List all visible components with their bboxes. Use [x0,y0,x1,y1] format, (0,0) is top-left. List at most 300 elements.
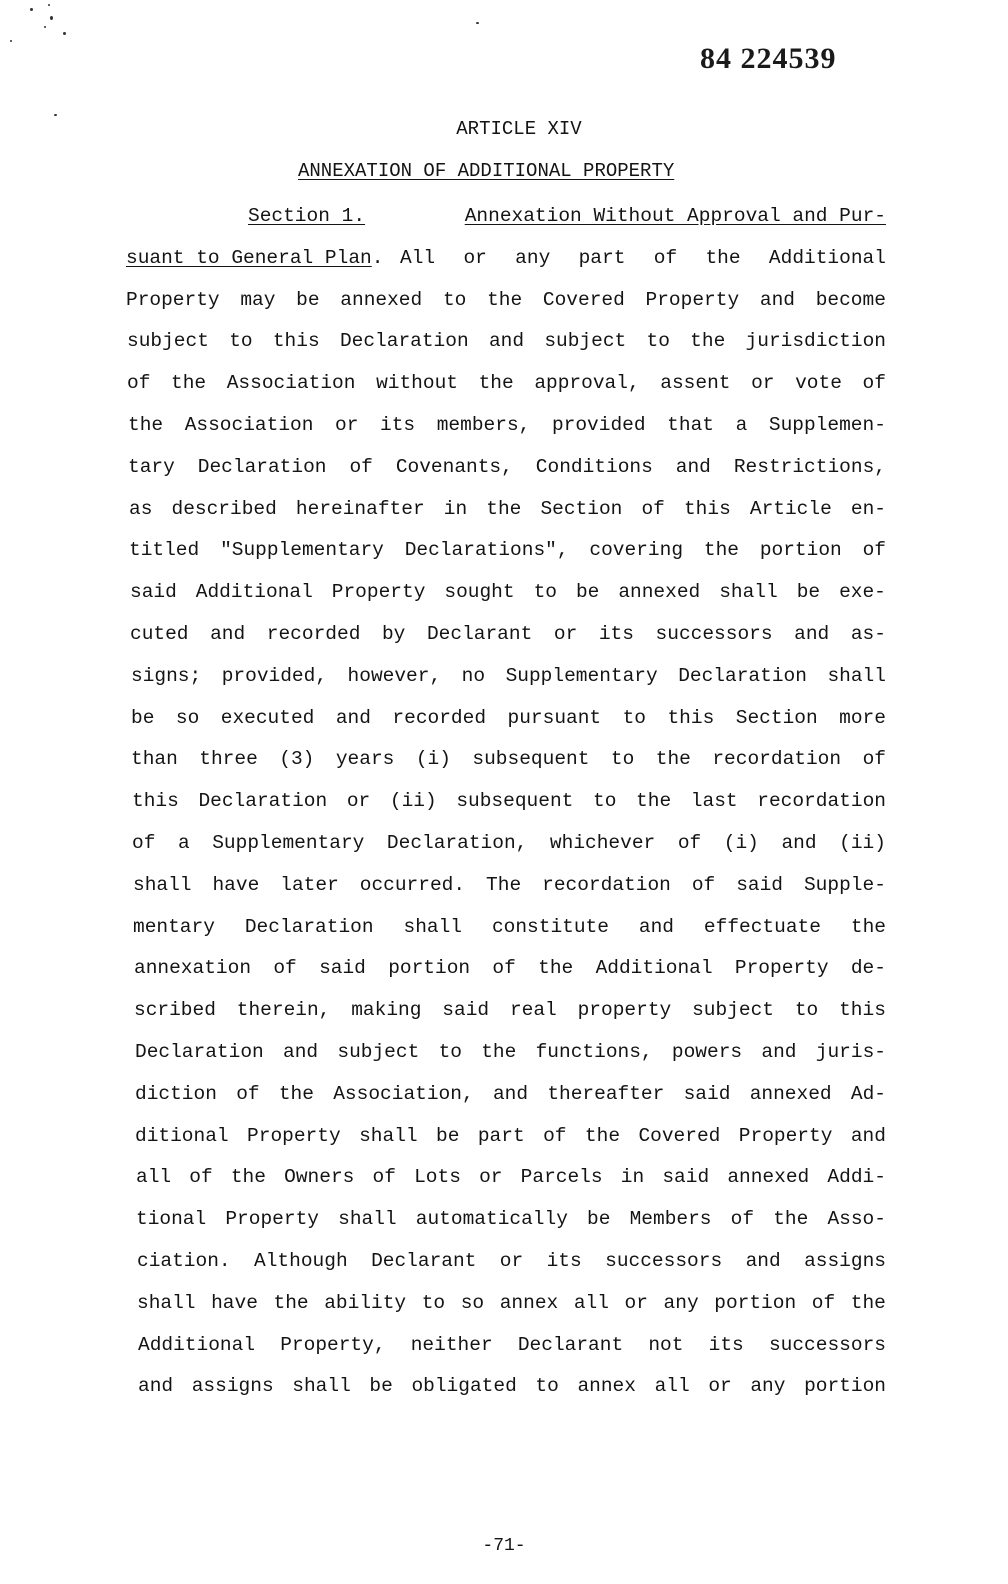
word: Additional [138,1333,256,1356]
word: whichever [549,831,656,854]
word: be [436,1124,460,1147]
body-line [130,620,886,662]
word: of [127,372,151,395]
word: and [335,706,371,729]
word: to [622,706,647,729]
word: without [376,372,458,395]
word: be [131,706,155,729]
word: Although [254,1249,348,1272]
word: recordation [712,748,842,771]
word: and [781,831,817,854]
word: (ii) [389,790,437,813]
word: powers [671,1040,743,1063]
word: sought [444,581,515,604]
body-line [138,1372,886,1414]
word: and [138,1375,174,1398]
word: or [463,246,487,269]
body-line [127,327,886,369]
word: Additional [195,581,313,604]
word: Property [225,1208,319,1231]
word: as [129,497,153,520]
body-line [135,1122,886,1164]
word: successors [605,1249,723,1272]
document-number: 84 224539 [700,42,837,75]
word: the [636,790,672,813]
word: annexed [618,581,701,604]
word: Declaration [339,330,469,353]
body-lines-container [126,286,886,1415]
word: the [655,748,691,771]
word: Property [126,288,220,311]
word: be [296,288,320,311]
word: portion [388,957,471,980]
word: Addi- [827,1166,886,1189]
body-line [133,913,886,955]
word: and [794,622,830,645]
word: annex [577,1375,636,1398]
body-line [131,745,886,787]
word: Property [738,1124,833,1147]
word: or [335,413,359,436]
word: covering [589,539,684,562]
word: pursuant [507,706,602,729]
section-heading-line [126,202,886,244]
word: to [593,790,617,813]
word: Ad- [850,1082,886,1105]
body-line [137,1289,886,1331]
word: part [578,246,626,269]
word: vote [795,372,842,395]
word: thereafter [547,1082,665,1105]
word: said [683,1082,731,1105]
word: portion [804,1375,886,1398]
word: and [759,288,795,311]
word: years [335,748,395,771]
word: (i) [415,748,451,771]
word: all [654,1375,690,1398]
word: of [273,957,297,980]
word: all [136,1166,172,1189]
body-line [135,1080,886,1122]
word: to [229,330,253,353]
word: the [478,372,514,395]
word: its [708,1333,744,1356]
word: annexed [340,288,423,311]
word: shall [359,1124,418,1147]
word: shall [133,873,192,896]
word: Declaration [135,1040,264,1063]
word: be [796,581,821,604]
word: (ii) [839,831,886,854]
word: and [761,1040,797,1063]
word: portion [714,1291,797,1314]
word: Association [226,372,356,395]
word: Declarant [426,622,533,645]
word: Lots [414,1166,461,1189]
word: The [486,873,522,896]
word: Supplementary [505,664,658,687]
body-line [134,996,886,1038]
word: of [132,831,156,854]
word: Section [735,706,818,729]
word: assigns [191,1375,274,1398]
word: "Supplementary [220,539,384,562]
body-line [135,1038,886,1080]
word: to [421,1291,446,1314]
word: of [349,455,373,478]
word: subject [337,1040,420,1063]
body-line [138,1331,886,1373]
body-line [131,662,886,704]
word: its [598,622,634,645]
word: its [546,1249,582,1272]
word: of [653,246,678,269]
word: tional [136,1208,207,1231]
word: property [577,999,672,1022]
word: the [171,372,207,395]
word: Covenants, [395,455,513,478]
word: described [171,497,277,520]
word: later [280,873,339,896]
word: or [624,1291,648,1314]
word: recordation [757,790,886,813]
word: Conditions [535,455,653,478]
word: Declaration [198,790,328,813]
word: ciation. [137,1249,231,1272]
word: successors [655,622,773,645]
word: shall [137,1291,196,1314]
word: and [283,1040,319,1063]
word: Property, [280,1333,386,1356]
word: shall [338,1208,397,1231]
word: diction [135,1082,217,1105]
word: to [533,581,557,604]
word: of [641,497,665,520]
body-line [131,704,886,746]
word: of [236,1082,260,1105]
word: be [575,581,600,604]
section-heading-part2: suant to General Plan [126,246,372,269]
body-line [136,1205,886,1247]
word: said [736,873,784,896]
word: the [690,330,726,353]
word: provided, [221,664,328,687]
word: automatically [415,1208,568,1231]
word: Supple- [803,873,886,896]
scan-speck [10,40,12,42]
word: recorded [392,706,487,729]
word: the [584,1124,621,1147]
word: provided [551,413,646,436]
word: shall [403,915,463,938]
word: said [442,999,490,1022]
word: this [839,999,886,1022]
scan-speck [476,22,479,24]
word: All [400,246,436,269]
word: as- [850,622,886,645]
body-line [132,787,886,829]
word: part [477,1124,525,1147]
word: any [750,1375,786,1398]
word: of [543,1124,567,1147]
word: said [662,1166,710,1189]
word: Parcels [520,1166,603,1189]
word: in [620,1166,645,1189]
word: hereinafter [295,497,425,520]
word: subject [692,999,774,1022]
word: and [488,330,525,353]
word: Property [331,581,426,604]
word: become [815,288,886,311]
word: Covered [542,288,625,311]
word: this [132,790,179,813]
body-line [128,453,886,495]
word: Declaration [678,664,807,687]
word: however, [347,664,442,687]
word: titled [129,539,200,562]
word: Declaration [244,915,374,938]
word: Article [749,497,832,520]
word: of [189,1166,213,1189]
word: Supplementary [212,831,365,854]
word: be [587,1208,611,1231]
word: of [862,748,886,771]
word: executed [220,706,315,729]
word: to [610,748,635,771]
word: ditional [135,1124,229,1147]
word: its [380,413,416,436]
word: or [751,372,775,395]
word: scribed [134,999,216,1022]
word: annexed [727,1166,810,1189]
word: the [538,957,574,980]
word: any [515,246,551,269]
scan-speck [54,114,57,116]
word: or [346,790,371,813]
word: that [667,413,714,436]
word: the [486,497,522,520]
word: the [773,1208,809,1231]
word: the [487,288,523,311]
word: and [210,622,246,645]
word: the [278,1082,314,1105]
scan-speck [50,16,53,20]
word: Declarant [517,1333,624,1356]
word: jurisdiction [745,330,886,353]
word: all [573,1291,609,1314]
word: exe- [839,581,886,604]
word: shall [827,664,886,687]
word: said [319,957,366,980]
word: by [381,622,406,645]
word: Declarations", [404,539,569,562]
body-line [133,871,886,913]
word: to [442,288,467,311]
section-body [126,202,886,1414]
word: to [438,1040,462,1063]
word: the [850,1291,886,1314]
word: and [638,915,674,938]
word: Additional [768,246,886,269]
scan-speck [30,8,33,11]
word: or [553,622,578,645]
word: Asso- [827,1208,886,1231]
word: of [372,1166,396,1189]
word: so [175,706,200,729]
word: shall [719,581,778,604]
word: of [811,1291,836,1314]
word: and [850,1124,886,1147]
word: of [691,873,716,896]
word: or [499,1249,524,1272]
section-heading: Annexation Without Approval and Pur- [464,205,886,227]
section-label: Section 1. [248,205,366,227]
word: the [273,1291,309,1314]
word: subsequent [456,790,574,813]
word: (i) [723,831,759,854]
word: neither [410,1333,493,1356]
word: the [128,413,164,436]
word: (3) [279,748,315,771]
word: any [663,1291,699,1314]
word: subject [544,330,627,353]
section-heading-line-2 [126,244,886,286]
word: subsequent [472,748,590,771]
word: may [240,288,276,311]
word: Declarant [371,1249,477,1272]
word: occurred. [359,873,466,896]
word: constitute [491,915,609,938]
word: Declaration [197,455,327,478]
word: Restrictions, [733,455,886,478]
word: real [509,999,557,1022]
word: annexation [134,957,252,980]
word: Covered [638,1124,721,1147]
word: said [130,581,177,604]
word: Declaration, [386,831,528,854]
word: of [862,539,886,562]
word: of [492,957,516,980]
word: obligated [411,1375,517,1398]
scan-speck [63,32,66,35]
body-line [134,954,886,996]
word: portion [759,539,842,562]
body-line [128,411,886,453]
word: subject [127,330,209,353]
word: Association [184,413,314,436]
word: of [862,372,886,395]
body-line [129,536,886,578]
word: be [369,1375,393,1398]
word: assigns [804,1249,886,1272]
word: last [690,790,738,813]
body-line [136,1163,886,1205]
word: the [481,1040,517,1063]
word: tary [128,455,175,478]
section-heading-continued: suant to General Plan. [126,246,384,269]
word: or [708,1375,732,1398]
word: recorded [266,622,361,645]
word: this [667,706,715,729]
word: to [646,330,670,353]
word: signs; [131,664,202,687]
page-number: -71- [482,1536,526,1556]
word: than [131,748,178,771]
word: cuted [130,622,189,645]
word: members, [436,413,531,436]
word: of [677,831,702,854]
word: of [730,1208,755,1231]
word: mentary [133,915,215,938]
word: to [535,1375,559,1398]
word: so [460,1291,485,1314]
word: assent [660,372,731,395]
word: Supplemen- [768,413,886,436]
word: de- [850,957,886,980]
body-line [129,495,886,537]
article-title: ANNEXATION OF ADDITIONAL PROPERTY [298,160,675,182]
word: the [850,915,886,938]
word: to [794,999,819,1022]
word: and [745,1249,781,1272]
word: in [443,497,468,520]
body-line [130,578,886,620]
word: recordation [542,873,671,896]
word: this [272,330,320,353]
word: Owners [284,1166,355,1189]
word: not [648,1333,684,1356]
word: have [211,1291,258,1314]
word: or [479,1166,503,1189]
word: juris- [815,1040,886,1063]
scan-speck [48,4,50,6]
word: the [703,539,739,562]
body-line [126,286,886,328]
word: annexed [749,1082,832,1105]
word: approval, [534,372,640,395]
word: successors [768,1333,886,1356]
word: this [683,497,731,520]
word: en- [850,497,886,520]
article-heading: ARTICLE XIV [456,118,582,140]
word: making [351,999,422,1022]
word: three [199,748,258,771]
word: ability [324,1291,407,1314]
word: Property [645,288,740,311]
word: shall [292,1375,351,1398]
body-line [132,829,886,871]
word: and [492,1082,529,1105]
word: no [461,664,486,687]
body-line-segment [400,244,886,286]
scan-speck [44,26,46,28]
word: Property [247,1124,341,1147]
word: and [675,455,711,478]
word: a [177,831,190,854]
word: Section [540,497,623,520]
word: Property [734,957,829,980]
word: annex [499,1291,559,1314]
word: more [839,706,886,729]
word: have [212,873,260,896]
word: Members [629,1208,712,1231]
word: Association, [333,1082,474,1105]
word: the [705,246,741,269]
word: functions, [535,1040,653,1063]
word: effectuate [703,915,821,938]
word: therein, [236,999,331,1022]
word: a [735,413,748,436]
